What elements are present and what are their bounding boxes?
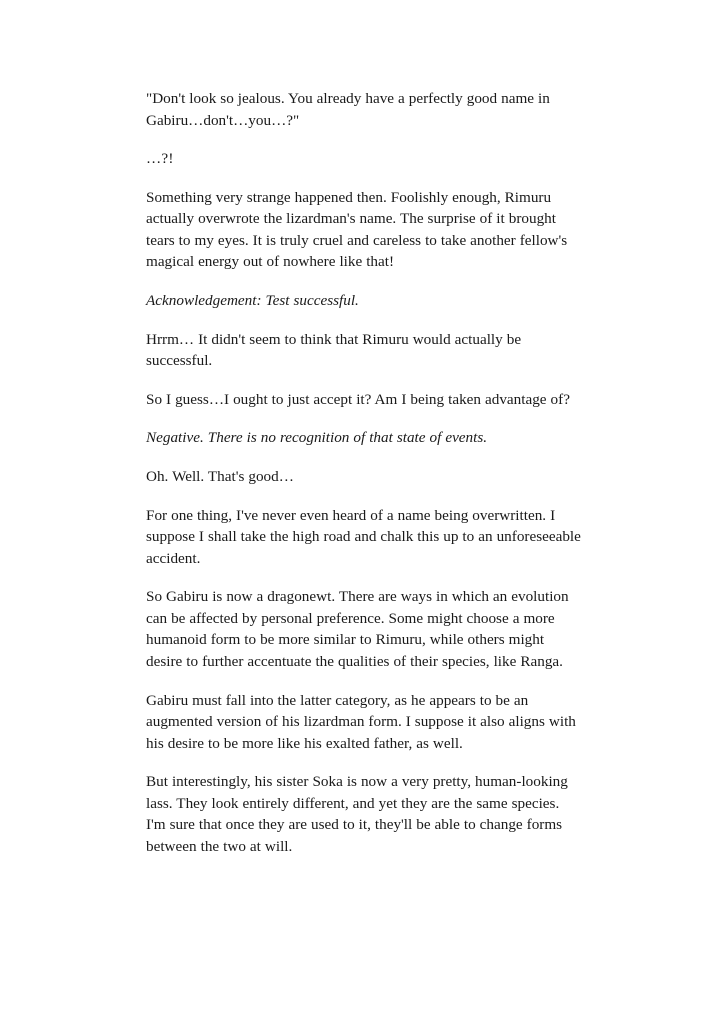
paragraph-narration-5: For one thing, I've never even heard of a name being overwritten. I suppose I shall take the high road and chalk this up to an unforeseeable accident. <box>146 506 581 567</box>
paragraph-interjection: …?! <box>146 150 174 168</box>
paragraph-dialogue: "Don't look so jealous. You already have a perfectly good name in Gabiru…don't…you…?" <box>146 90 550 129</box>
paragraph-narration-2: Hrrm… It didn't seem to think that Rimuru would actually be successful. <box>146 330 522 370</box>
paragraph-system-message-2: Negative. There is no recognition of that state of events. <box>146 429 488 447</box>
paragraph-system-message-1: Acknowledgement: Test successful. <box>146 292 359 310</box>
paragraph-narration-3: So I guess…I ought to just accept it? Am I being taken advantage of? <box>146 390 570 408</box>
paragraph-narration-1: Something very strange happened then. Foolishly enough, Rimuru actually overwrote the lizardman's name. The surprise of it brought tears to my eyes. It is truly cruel and careless to take another fellow's magical energy out of nowhere like that! <box>146 188 568 271</box>
paragraph-narration-4: Oh. Well. That's good… <box>146 467 294 485</box>
paragraph-narration-6: So Gabiru is now a dragonewt. There are ways in which an evolution can be affected by personal preference. Some might choose a more humanoid form to be more similar to Rimuru, while others might desire to further accentuate the qualities of their species, like Ranga. <box>146 588 569 670</box>
paragraph-narration-7: Gabiru must fall into the latter category, as he appears to be an augmented version of his lizardman form. I suppose it also aligns with his desire to be more like his exalted father, as well. <box>146 691 576 752</box>
body-text-column <box>146 88 582 858</box>
paragraph-narration-8: But interestingly, his sister Soka is now a very pretty, human-looking lass. They look entirely different, and yet they are the same species. I'm sure that once they are used to it, they'll be able to change forms between the two at will. <box>146 773 568 856</box>
